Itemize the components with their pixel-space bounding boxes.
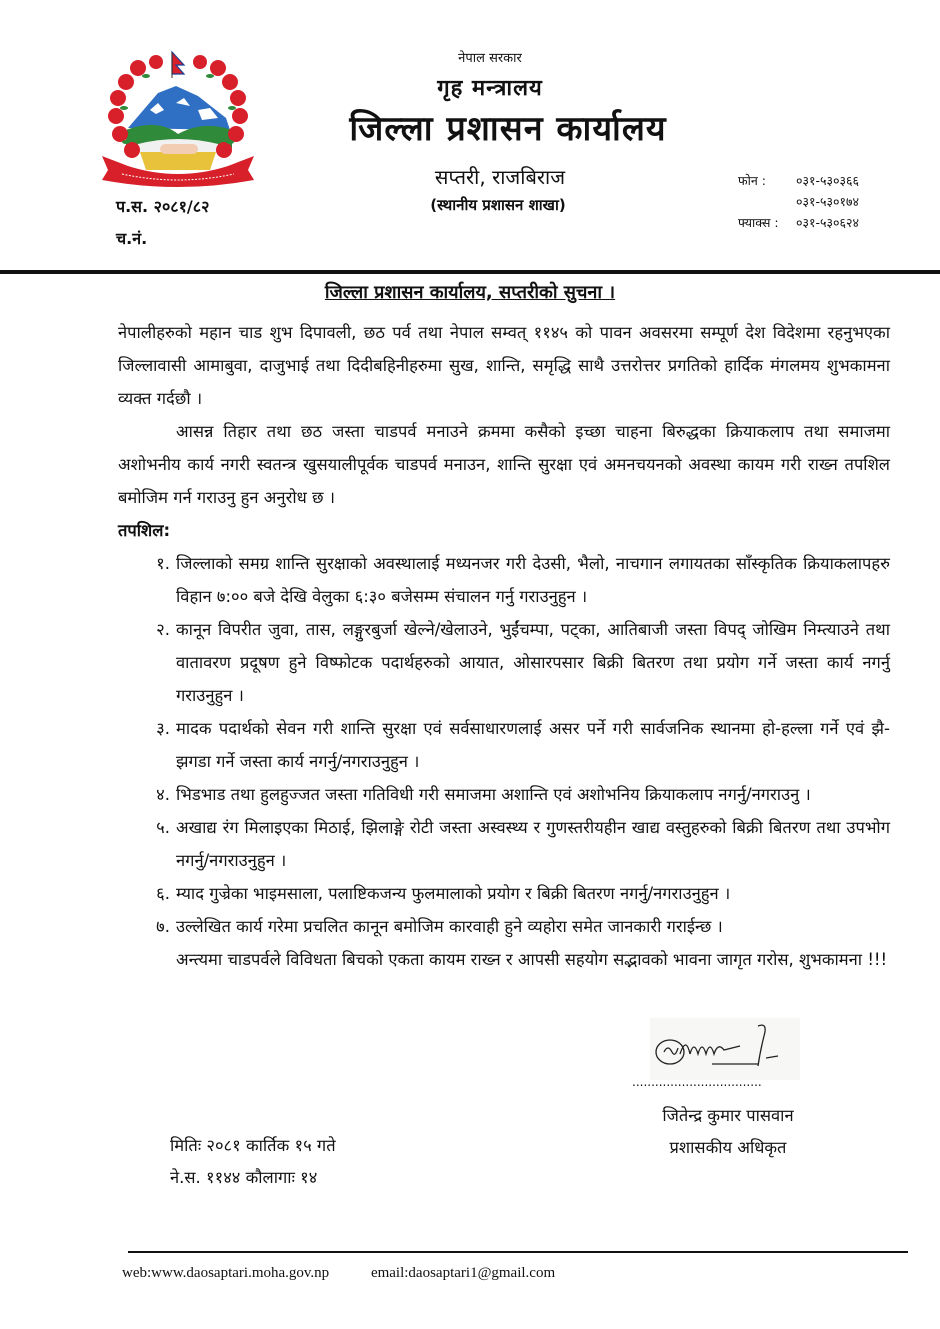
list-item <box>118 877 890 910</box>
item-text: उल्लेखित कार्य गरेमा प्रचलित कानून बमोजिम कारवाही हुने व्यहोरा समेत जानकारी गराईन्छ । <box>176 917 723 936</box>
item-number: १. <box>156 554 170 573</box>
signer-designation: प्रशासकीय अधिकृत <box>669 1138 787 1157</box>
item-text: जिल्लाको समग्र शान्ति सुरक्षाको अवस्थालाई मध्यनजर गरी देउसी, भैलो, नाचगान लगायतका साँस्कृतिक क्रियाकलापहरु विहान ७:०० बजे देखि वेलुका ६:३० बजेसम्म संचालन गर्नु गराउनुहुन । <box>176 554 890 606</box>
list-item <box>118 712 890 778</box>
phone-number-2: ०३१-५३०१७४ <box>796 194 860 209</box>
nepal-government-emblem <box>98 48 258 188</box>
list-item <box>118 613 890 712</box>
closing-wishes: अन्त्यमा चाडपर्वले विविधता बिचको एकता कायम राख्न र आपसी सहयोग सद्भावको भावना जागृत गरोस, शुभकामना !!! <box>176 950 888 969</box>
contact-block <box>738 170 859 233</box>
list-item <box>118 778 890 811</box>
handwritten-signature <box>650 1018 800 1080</box>
notice-title <box>100 280 840 304</box>
dispatch-number: च.नं. <box>116 229 148 248</box>
notice-body <box>118 316 890 976</box>
phone-label: फोन : <box>738 173 766 188</box>
footer <box>122 1265 593 1282</box>
fax-label: फ्याक्स : <box>738 215 779 230</box>
request-paragraph: आसन्न तिहार तथा छठ जस्ता चाडपर्व मनाउने क्रममा कसैको इच्छा चाहना बिरुद्धका क्रियाकलाप तथा समाजमा अशोभनीय कार्य नगरी स्वतन्त्र खुसयालीपूर्वक चाडपर्व मनाउन, शान्ति सुरक्षा एवं अमनचयनको अवस्था कायम गरी राख्न तपशिल बमोजिम गर्न गराउनु हुन अनुरोध छ । <box>118 422 890 507</box>
item-number: ४. <box>156 785 170 804</box>
schedule-heading: तपशिल: <box>118 521 171 540</box>
item-text: मादक पदार्थको सेवन गरी शान्ति सुरक्षा एवं सर्वसाधारणलाई असर पर्ने गरी सार्वजनिक स्थानमा हो-हल्ला गर्ने एवं झै-झगडा गर्ने जस्ता कार्य नगर्नु/नगराउनुहुन । <box>176 719 890 771</box>
list-item <box>118 547 890 613</box>
email-link[interactable]: email:daosaptari1@gmail.com <box>370 1265 556 1281</box>
signature-line: .................................. <box>632 1075 762 1089</box>
phone-row-1 <box>738 170 859 191</box>
item-number: ३. <box>156 719 170 738</box>
office-name: जिल्ला प्रशासन कार्यालय <box>349 109 667 149</box>
item-text: म्याद गुज्रेका भाइमसाला, पलाष्टिकजन्य फुलमालाको प्रयोग र बिक्री बितरण नगर्नु/नगराउनुहुन । <box>176 884 731 903</box>
item-number: २. <box>156 620 170 639</box>
schedule-list <box>118 547 890 943</box>
government-label: नेपाल सरकार <box>458 51 522 66</box>
fax-row <box>738 212 859 233</box>
list-item <box>118 910 890 943</box>
signer-name: जितेन्द्र कुमार पासवान <box>662 1106 794 1125</box>
item-number: ७. <box>156 917 170 936</box>
date-nepal-sambat: ने.स. ११४४ कौलागाः १४ <box>170 1168 318 1187</box>
item-text: अखाद्य रंग मिलाइएका मिठाई, झिलाङ्गे रोटी जस्ता अस्वस्थ्य र गुणस्तरीयहीन खाद्य वस्तुहरुको बिक्री बितरण तथा उपभोग नगर्नु/नगराउनुहुन । <box>176 818 890 870</box>
item-text: कानून विपरीत जुवा, तास, लङ्गुरबुर्जा खेल्ने/खेलाउने, भुईंचम्पा, पट्का, आतिबाजी जस्ता विपद् जोखिम निम्त्याउने तथा वातावरण प्रदूषण हुने विष्फोटक पदार्थहरुको आयात, ओसारपसार बिक्री बितरण तथा प्रयोग गर्ने जस्ता कार्य नगर्नु गराउनुहुन । <box>176 620 890 705</box>
signer-block <box>632 1100 824 1164</box>
header-divider <box>0 270 940 274</box>
footer-divider <box>128 1251 908 1253</box>
phone-number-1: ०३१-५३०३६६ <box>796 173 860 188</box>
office-location: सप्तरी, राजबिराज <box>434 165 566 189</box>
item-number: ५. <box>156 818 170 837</box>
branch-name: (स्थानीय प्रशासन शाखा) <box>430 196 566 214</box>
website-link[interactable]: web:www.daosaptari.moha.gov.np <box>122 1265 330 1281</box>
notice-title-text: जिल्ला प्रशासन कार्यालय, सप्तरीको सुचना । <box>324 282 616 303</box>
list-item <box>118 811 890 877</box>
item-text: भिडभाड तथा हुलहुज्जत जस्ता गतिविधी गरी समाजमा अशान्ति एवं अशोभनिय क्रियाकलाप नगर्नु/नगराउनु । <box>176 785 811 804</box>
fax-number: ०३१-५३०६२४ <box>796 215 860 230</box>
reference-number: प.स. २०८१/८२ <box>116 197 210 216</box>
ministry-name: गृह मन्त्रालय <box>437 76 543 101</box>
item-number: ६. <box>156 884 170 903</box>
date-block <box>170 1130 336 1194</box>
date-bikram-sambat: मितिः २०८१ कार्तिक १५ गते <box>170 1136 336 1155</box>
greeting-paragraph: नेपालीहरुको महान चाड शुभ दिपावली, छठ पर्व तथा नेपाल सम्वत् ११४५ को पावन अवसरमा सम्पूर्ण देश विदेशमा रहनुभएका जिल्लावासी आमाबुवा, दाजुभाई तथा दिदीबहिनीहरुमा सुख, शान्ति, समृद्धि साथै उत्तरोत्तर प्रगतिको हार्दिक मंगलमय शुभकामना व्यक्त गर्दछौ । <box>118 323 890 408</box>
phone-row-2 <box>738 191 859 212</box>
